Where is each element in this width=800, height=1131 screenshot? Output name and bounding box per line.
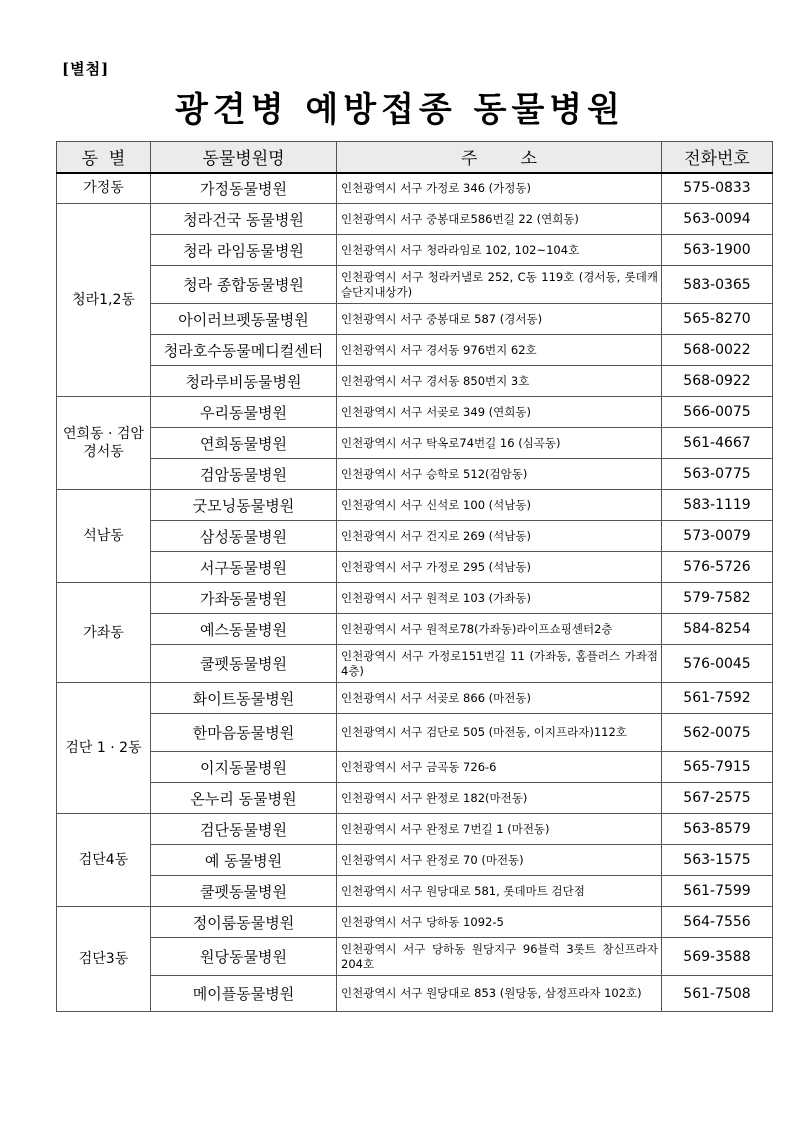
table-row <box>57 521 773 552</box>
district-cell: 석남동 <box>57 490 151 583</box>
phone-cell: 569-3588 <box>662 938 773 976</box>
hospital-name-cell: 쿨펫동물병원 <box>151 645 337 683</box>
hospital-name-cell: 검암동물병원 <box>151 459 337 490</box>
phone-cell: 576-5726 <box>662 552 773 583</box>
table-row <box>57 876 773 907</box>
table-row <box>57 397 773 428</box>
table-row <box>57 938 773 976</box>
table-row <box>57 614 773 645</box>
phone-cell: 565-7915 <box>662 752 773 783</box>
phone-cell: 565-8270 <box>662 304 773 335</box>
table-row <box>57 583 773 614</box>
address-cell: 인천광역시 서구 당하동 1092-5 <box>337 907 662 938</box>
attachment-label: [별첨] <box>62 60 110 78</box>
address-cell: 인천광역시 서구 원당대로 581, 롯데마트 검단점 <box>337 876 662 907</box>
hospital-name-cell: 한마음동물병원 <box>151 714 337 752</box>
hospital-name-cell: 메이플동물병원 <box>151 976 337 1012</box>
hospital-table <box>56 141 773 1012</box>
phone-cell: 561-7508 <box>662 976 773 1012</box>
phone-cell: 561-7592 <box>662 683 773 714</box>
address-cell: 인천광역시 서구 탁옥로74번길 16 (심곡동) <box>337 428 662 459</box>
address-cell: 인천광역시 서구 서곶로 866 (마전동) <box>337 683 662 714</box>
address-cell: 인천광역시 서구 가정로 295 (석남동) <box>337 552 662 583</box>
district-cell: 연희동 · 검암경서동 <box>57 397 151 490</box>
page-title: 광견병 예방접종 동물병원 <box>175 90 625 130</box>
hospital-name-cell: 삼성동물병원 <box>151 521 337 552</box>
hospital-name-cell: 우리동물병원 <box>151 397 337 428</box>
address-cell: 인천광역시 서구 중봉대로 587 (경서동) <box>337 304 662 335</box>
phone-cell: 567-2575 <box>662 783 773 814</box>
table-row <box>57 714 773 752</box>
phone-cell: 563-1900 <box>662 235 773 266</box>
address-cell: 인천광역시 서구 청라커낼로 252, C동 119호 (경서동, 롯데캐슬단지내상가) <box>337 266 662 304</box>
table-row <box>57 845 773 876</box>
hospital-name-cell: 예스동물병원 <box>151 614 337 645</box>
address-cell: 인천광역시 서구 완정로 7번길 1 (마전동) <box>337 814 662 845</box>
hospital-name-cell: 검단동물병원 <box>151 814 337 845</box>
hospital-name-cell: 아이러브펫동물병원 <box>151 304 337 335</box>
address-cell: 인천광역시 서구 원당대로 853 (원당동, 삼정프라자 102호) <box>337 976 662 1012</box>
phone-cell: 575-0833 <box>662 173 773 204</box>
table-header-row <box>57 142 773 173</box>
address-cell: 인천광역시 서구 경서동 976번지 62호 <box>337 335 662 366</box>
table-row <box>57 490 773 521</box>
table-row <box>57 428 773 459</box>
district-cell: 검단4동 <box>57 814 151 907</box>
address-cell: 인천광역시 서구 완정로 182(마전동) <box>337 783 662 814</box>
address-cell: 인천광역시 서구 금곡동 726-6 <box>337 752 662 783</box>
address-cell: 인천광역시 서구 건지로 269 (석남동) <box>337 521 662 552</box>
district-cell: 검단3동 <box>57 907 151 1012</box>
address-cell: 인천광역시 서구 원적로78(가좌동)라이프쇼핑센터2층 <box>337 614 662 645</box>
hospital-name-cell: 화이트동물병원 <box>151 683 337 714</box>
phone-cell: 561-4667 <box>662 428 773 459</box>
phone-cell: 563-8579 <box>662 814 773 845</box>
hospital-name-cell: 온누리 동물병원 <box>151 783 337 814</box>
address-cell: 인천광역시 서구 가정로 346 (가정동) <box>337 173 662 204</box>
table-row <box>57 335 773 366</box>
address-cell: 인천광역시 서구 신석로 100 (석남동) <box>337 490 662 521</box>
table-row <box>57 204 773 235</box>
phone-cell: 568-0022 <box>662 335 773 366</box>
district-cell: 가정동 <box>57 173 151 204</box>
phone-cell: 584-8254 <box>662 614 773 645</box>
table-row <box>57 266 773 304</box>
phone-cell: 583-1119 <box>662 490 773 521</box>
address-cell: 인천광역시 서구 가정로151번길 11 (가좌동, 홈플러스 가좌점 4층) <box>337 645 662 683</box>
table-row <box>57 235 773 266</box>
hospital-name-cell: 예 동물병원 <box>151 845 337 876</box>
hospital-name-cell: 쿨펫동물병원 <box>151 876 337 907</box>
address-cell: 인천광역시 서구 원적로 103 (가좌동) <box>337 583 662 614</box>
phone-cell: 566-0075 <box>662 397 773 428</box>
hospital-name-cell: 원당동물병원 <box>151 938 337 976</box>
header-phone: 전화번호 <box>662 142 773 173</box>
header-address: 주 소 <box>337 142 662 173</box>
table-row <box>57 683 773 714</box>
table-row <box>57 976 773 1012</box>
table-row <box>57 752 773 783</box>
phone-cell: 583-0365 <box>662 266 773 304</box>
hospital-name-cell: 이지동물병원 <box>151 752 337 783</box>
phone-cell: 576-0045 <box>662 645 773 683</box>
hospital-name-cell: 청라건국 동물병원 <box>151 204 337 235</box>
phone-cell: 564-7556 <box>662 907 773 938</box>
hospital-name-cell: 청라 종합동물병원 <box>151 266 337 304</box>
hospital-name-cell: 정이룸동물병원 <box>151 907 337 938</box>
phone-cell: 563-0094 <box>662 204 773 235</box>
table-row <box>57 645 773 683</box>
address-cell: 인천광역시 서구 서곶로 349 (연희동) <box>337 397 662 428</box>
district-cell: 검단 1 · 2동 <box>57 683 151 814</box>
hospital-name-cell: 가정동물병원 <box>151 173 337 204</box>
hospital-name-cell: 청라호수동물메디컬센터 <box>151 335 337 366</box>
phone-cell: 562-0075 <box>662 714 773 752</box>
table-body <box>57 173 773 1012</box>
address-cell: 인천광역시 서구 완정로 70 (마전동) <box>337 845 662 876</box>
hospital-name-cell: 청라 라임동물병원 <box>151 235 337 266</box>
address-cell: 인천광역시 서구 청라라임로 102, 102~104호 <box>337 235 662 266</box>
district-cell: 청라1,2동 <box>57 204 151 397</box>
table-row <box>57 907 773 938</box>
phone-cell: 561-7599 <box>662 876 773 907</box>
address-cell: 인천광역시 서구 검단로 505 (마전동, 이지프라자)112호 <box>337 714 662 752</box>
table-row <box>57 459 773 490</box>
table-row <box>57 783 773 814</box>
hospital-name-cell: 청라루비동물병원 <box>151 366 337 397</box>
phone-cell: 573-0079 <box>662 521 773 552</box>
hospital-name-cell: 굿모닝동물병원 <box>151 490 337 521</box>
table-row <box>57 814 773 845</box>
address-cell: 인천광역시 서구 경서동 850번지 3호 <box>337 366 662 397</box>
hospital-name-cell: 서구동물병원 <box>151 552 337 583</box>
table-row <box>57 304 773 335</box>
address-cell: 인천광역시 서구 승학로 512(검암동) <box>337 459 662 490</box>
header-district: 동 별 <box>57 142 151 173</box>
table-row <box>57 366 773 397</box>
district-cell: 가좌동 <box>57 583 151 683</box>
phone-cell: 579-7582 <box>662 583 773 614</box>
phone-cell: 563-1575 <box>662 845 773 876</box>
address-cell: 인천광역시 서구 당하동 원당지구 96블럭 3롯트 창신프라자 204호 <box>337 938 662 976</box>
table-row <box>57 173 773 204</box>
phone-cell: 568-0922 <box>662 366 773 397</box>
phone-cell: 563-0775 <box>662 459 773 490</box>
address-cell: 인천광역시 서구 중봉대로586번길 22 (연희동) <box>337 204 662 235</box>
table-row <box>57 552 773 583</box>
hospital-name-cell: 연희동물병원 <box>151 428 337 459</box>
header-hospital: 동물병원명 <box>151 142 337 173</box>
hospital-name-cell: 가좌동물병원 <box>151 583 337 614</box>
